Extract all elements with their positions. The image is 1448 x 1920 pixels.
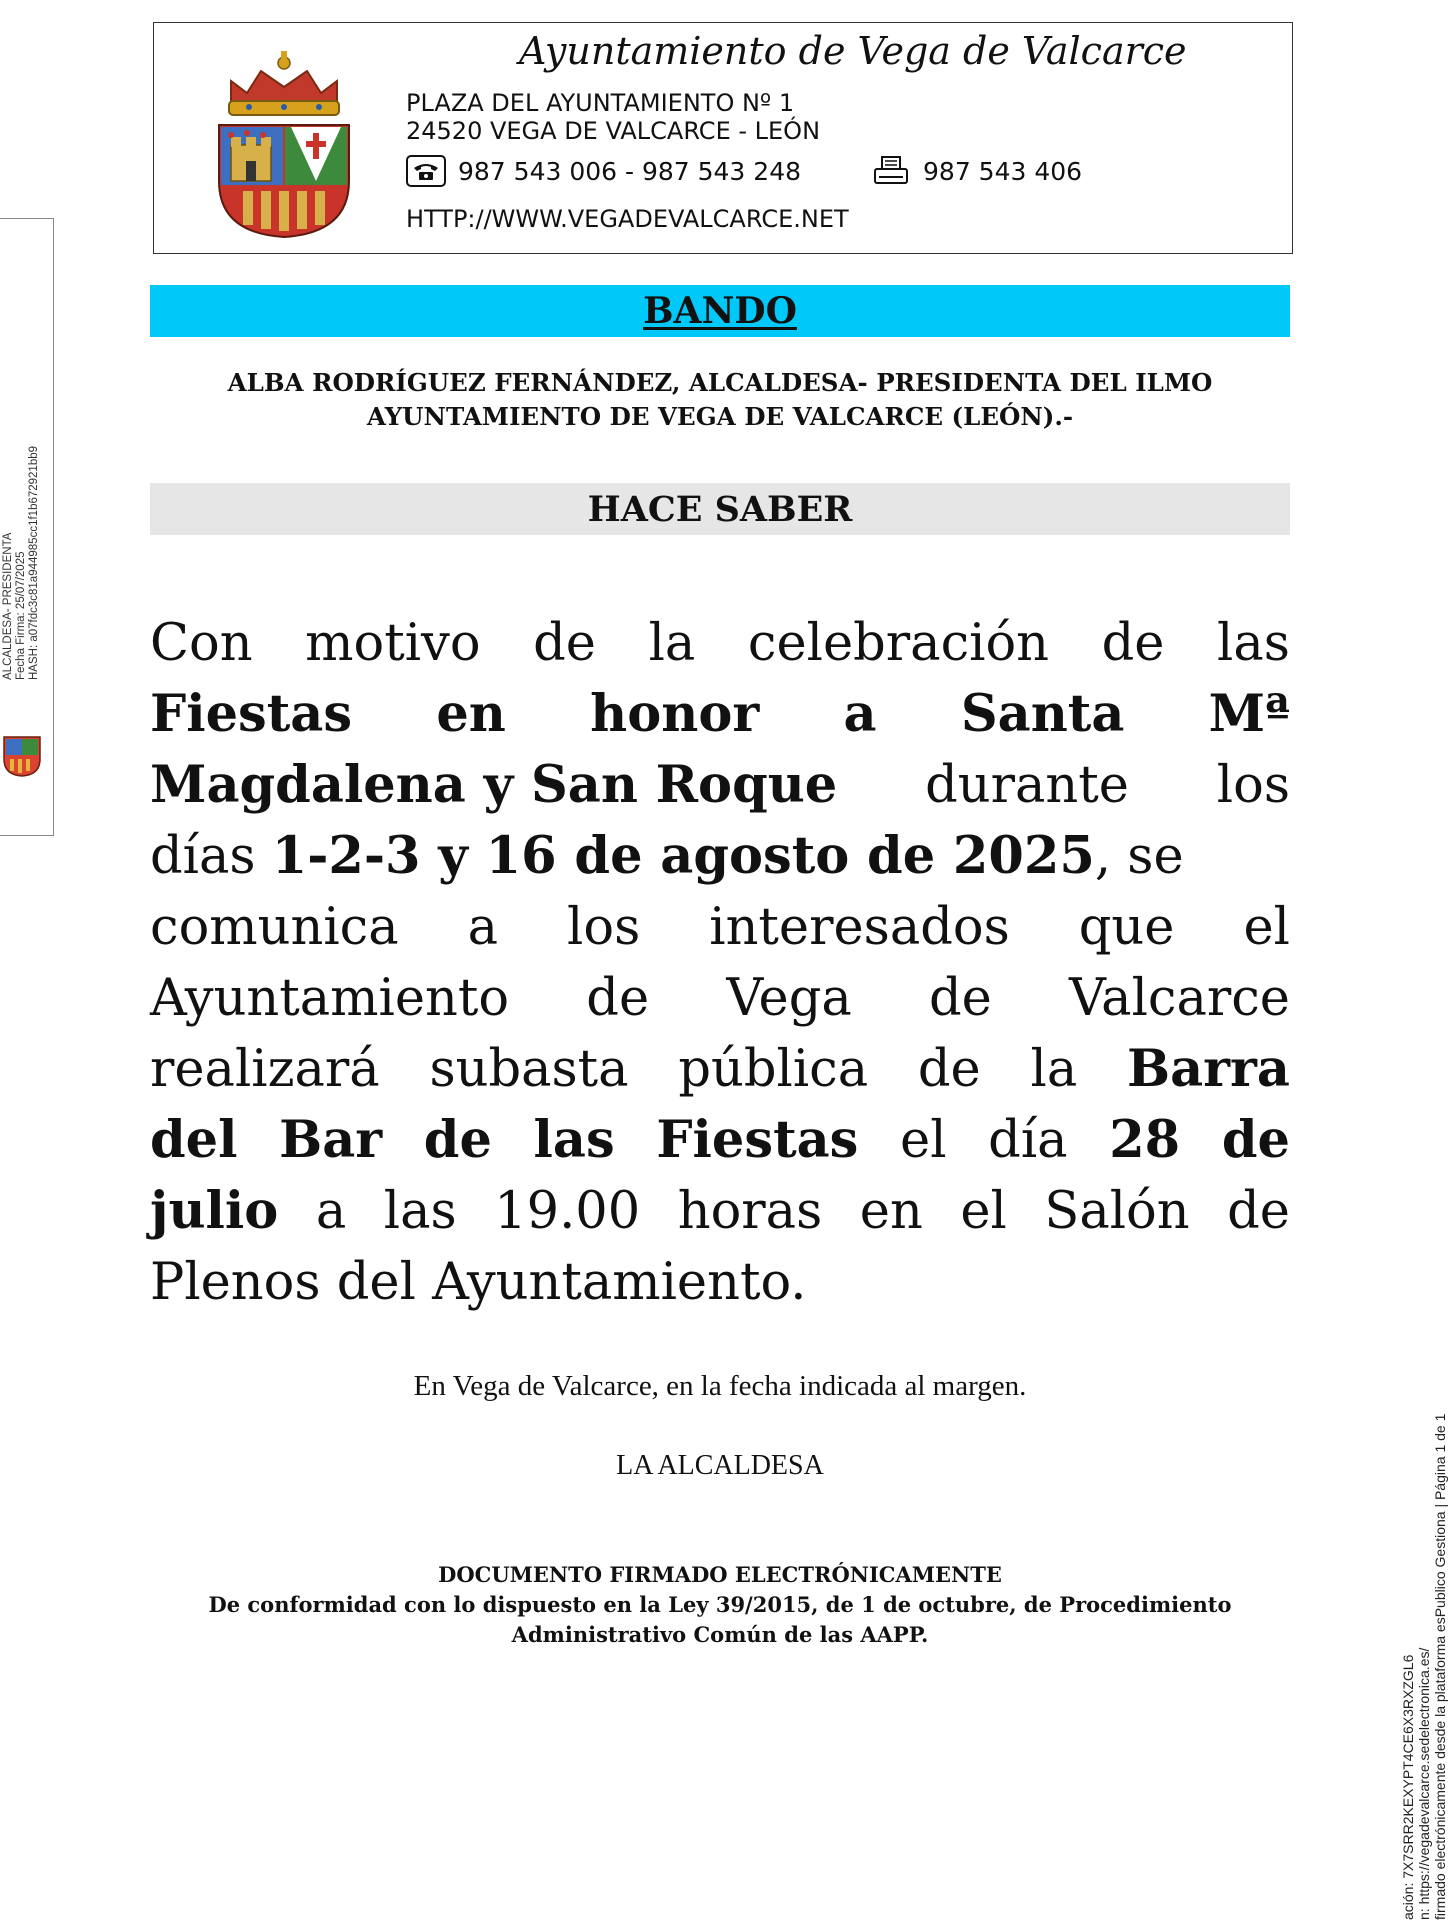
word: de xyxy=(1227,1182,1290,1241)
word: 28 xyxy=(1109,1110,1181,1170)
word: Con xyxy=(150,614,253,673)
word: del xyxy=(150,1110,238,1170)
word: la xyxy=(648,614,696,673)
word: en xyxy=(859,1182,923,1241)
signed-line-2: Administrativo Común de las AAPP. xyxy=(511,1622,929,1647)
festival-dates: 1-2-3 y 16 de agosto de 2025 xyxy=(271,826,1095,886)
verification-url[interactable]: n: https://vegadevalcarce.sedelectronica.es/ xyxy=(1416,1647,1432,1920)
word: de xyxy=(928,969,992,1028)
word: , se xyxy=(1094,827,1184,886)
platform-notice: firmado electrónicamente desde la plataforma esPublico Gestiona | Página 1 de 1 xyxy=(1432,1413,1448,1920)
contact-row xyxy=(406,153,1082,189)
word: las xyxy=(533,1110,615,1170)
word: honor xyxy=(590,684,760,744)
paragraph-line-8 xyxy=(150,1105,1290,1176)
municipal-crest-icon xyxy=(209,41,359,241)
verification-code: ación: 7X7SRR2KEXYPT4CE6X3RXZGL6 xyxy=(1400,1654,1416,1920)
town-council-title: Ayuntamiento de Vega de Valcarce xyxy=(519,29,1187,73)
word: día xyxy=(988,1111,1068,1170)
word: a xyxy=(467,898,499,957)
phone-numbers: 987 543 006 - 987 543 248 xyxy=(458,156,802,186)
address-line-2: 24520 VEGA DE VALCARCE - LEÓN xyxy=(406,117,821,145)
word: motivo xyxy=(305,614,481,673)
word: Mª xyxy=(1208,684,1290,744)
word: en xyxy=(436,684,506,744)
word: celebración xyxy=(747,614,1050,673)
signature-date: Fecha Firma: 25/07/2025 xyxy=(15,551,27,680)
word: comunica xyxy=(150,898,399,957)
word: el xyxy=(1243,898,1290,957)
telephone-icon xyxy=(406,155,446,187)
authority-line-2: AYUNTAMIENTO DE VEGA DE VALCARCE (LEÓN).- xyxy=(366,402,1074,431)
word: Vega xyxy=(726,969,852,1028)
word: el xyxy=(960,1182,1007,1241)
word: julio xyxy=(150,1181,279,1241)
word: de xyxy=(586,969,650,1028)
word: Ayuntamiento xyxy=(150,969,510,1028)
seal-icon xyxy=(0,733,52,777)
word: a xyxy=(315,1182,347,1241)
word: la xyxy=(1030,1040,1078,1099)
website-link[interactable]: HTTP://WWW.VEGADEVALCARCE.NET xyxy=(406,205,849,233)
paragraph-line-1 xyxy=(150,608,1290,679)
authority-line-1: ALBA RODRÍGUEZ FERNÁNDEZ, ALCALDESA- PRESIDENTA DEL ILMO xyxy=(227,368,1213,397)
signatory-title: LA ALCALDESA xyxy=(616,1450,824,1481)
word: de xyxy=(533,614,596,673)
letterhead xyxy=(153,22,1293,254)
electronic-signature-notice xyxy=(150,1560,1290,1650)
word: de xyxy=(1101,614,1165,673)
word: subasta xyxy=(429,1040,629,1099)
fax-icon xyxy=(871,154,911,188)
word: Fiestas xyxy=(656,1110,859,1170)
word: Barra xyxy=(1127,1039,1290,1099)
word: las xyxy=(383,1182,457,1241)
paragraph-line-6 xyxy=(150,963,1290,1034)
word: pública xyxy=(678,1040,869,1099)
word: de xyxy=(423,1110,492,1170)
announcement-paragraph xyxy=(150,608,1290,1318)
word: Santa xyxy=(960,684,1125,744)
word: a xyxy=(843,684,877,744)
fax-number: 987 543 406 xyxy=(923,156,1083,186)
paragraph-line-3 xyxy=(150,750,1290,821)
word: durante xyxy=(925,756,1129,815)
word: horas xyxy=(677,1182,823,1241)
address-line-1: PLAZA DEL AYUNTAMIENTO Nº 1 xyxy=(406,89,795,117)
paragraph-line-7 xyxy=(150,1034,1290,1105)
word: días xyxy=(150,827,272,886)
word: los xyxy=(1216,756,1290,815)
paragraph-line-10: Plenos del Ayuntamiento. xyxy=(150,1253,807,1312)
word: Bar xyxy=(279,1110,383,1170)
hace-saber-title: HACE SABER xyxy=(587,488,853,530)
hace-saber-banner xyxy=(150,483,1290,535)
signed-title: DOCUMENTO FIRMADO ELECTRÓNICAMENTE xyxy=(438,1562,1002,1587)
signature-hash: HASH: a07fdc3c81a944985cc1f1b672921bb9 xyxy=(28,445,40,680)
bando-banner xyxy=(150,285,1290,337)
paragraph-line-4 xyxy=(150,821,1290,892)
word: Valcarce xyxy=(1069,969,1290,1028)
signed-line-1: De conformidad con lo dispuesto en la Ley 39/2015, de 1 de octubre, de Procedimiento xyxy=(208,1592,1232,1617)
word: las xyxy=(1217,614,1290,673)
signature-role: ALCALDESA- PRESIDENTA xyxy=(2,532,14,680)
word: los xyxy=(567,898,641,957)
word: Salón xyxy=(1044,1182,1190,1241)
paragraph-line-9 xyxy=(150,1176,1290,1247)
word: el xyxy=(900,1111,947,1170)
verification-margin-text xyxy=(1400,1414,1448,1920)
auction-time: 19.00 xyxy=(494,1182,641,1241)
word: realizará xyxy=(150,1040,380,1099)
word: de xyxy=(917,1040,981,1099)
paragraph-line-5 xyxy=(150,892,1290,963)
word: interesados xyxy=(709,898,1010,957)
place-and-date: En Vega de Valcarce, en la fecha indicada al margen. xyxy=(413,1370,1027,1402)
authority-statement xyxy=(150,366,1290,434)
paragraph-line-2 xyxy=(150,679,1290,750)
word: de xyxy=(1221,1110,1290,1170)
word: que xyxy=(1078,898,1175,957)
signature-stamp-text xyxy=(2,446,41,680)
word: Fiestas xyxy=(150,684,353,744)
bando-title: BANDO xyxy=(643,290,797,332)
festival-name: Magdalena y San Roque xyxy=(150,755,838,815)
